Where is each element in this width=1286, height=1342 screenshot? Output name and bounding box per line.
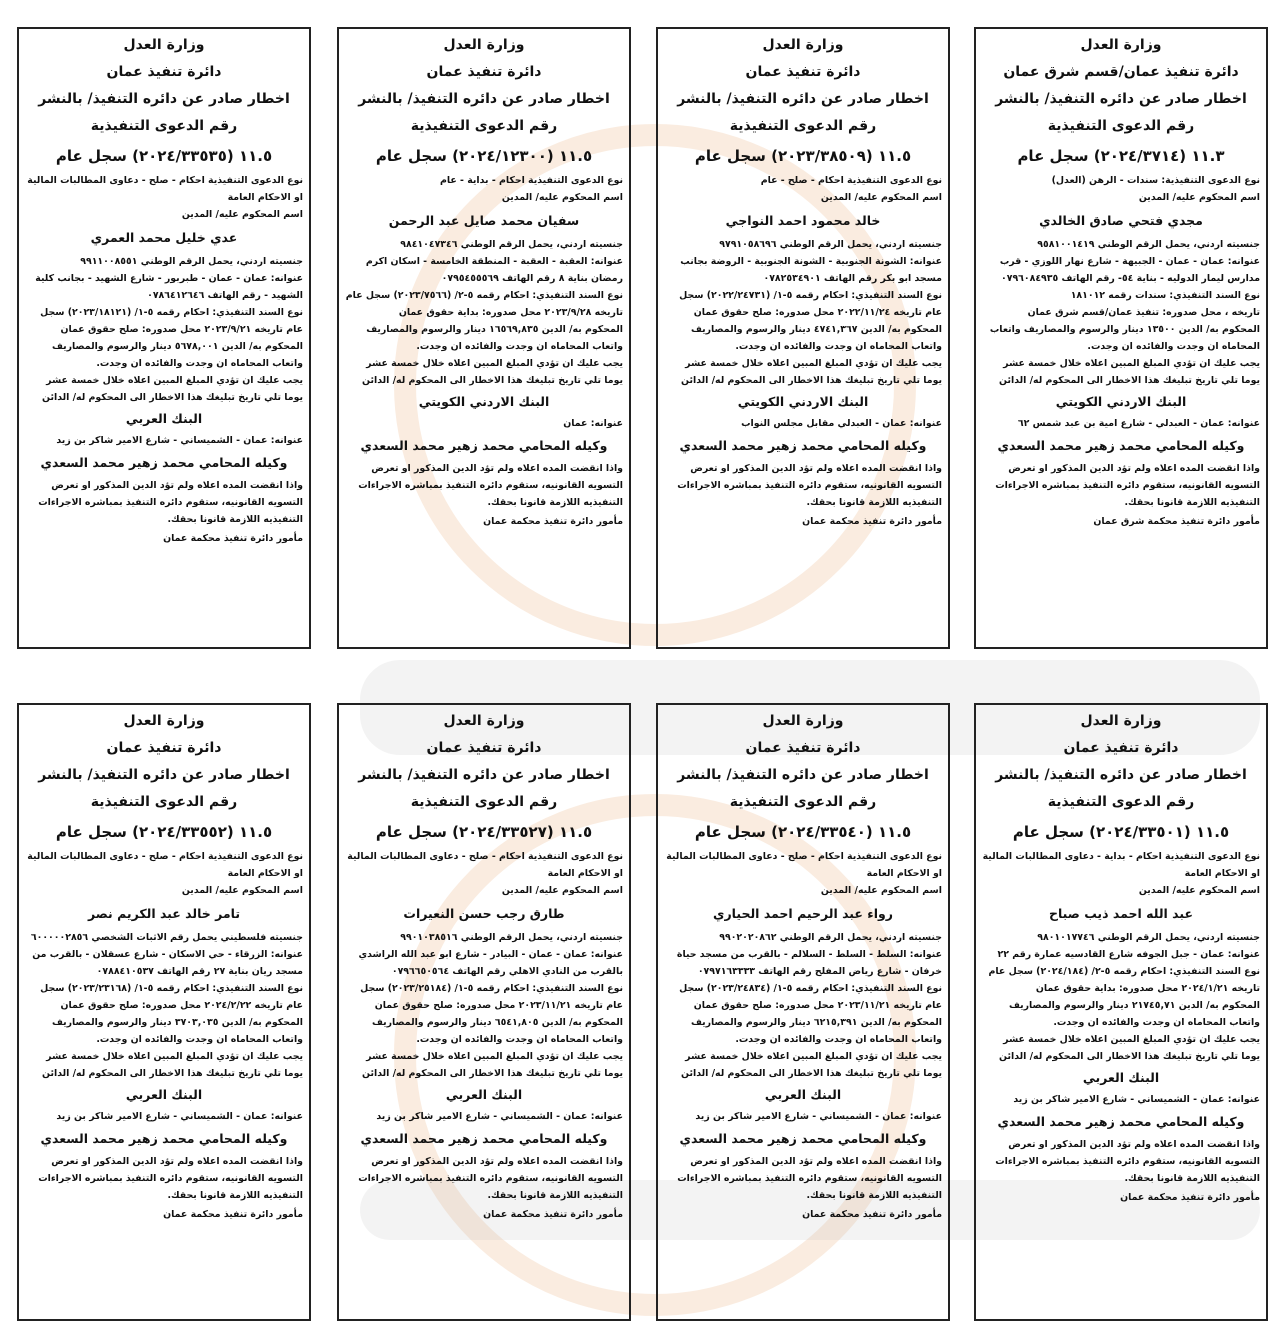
detail-line: عنوانه: عمان - عمان - الجبيهة - شارع نهار اللوزي - قرب مدارس ليمار الدوليه - بناية ٥٤- رقم الهاتف ٠٧٩٦٠٨٤٩٣٥ — [999, 256, 1260, 284]
detail-line: يجب عليك ان تؤدي المبلغ المبين اعلاه خلال خمسة عشر يوما تلي تاريخ تبليغك هذا الاخطار الى المحكوم له/ الدائن — [999, 1034, 1260, 1062]
department-heading: دائرة تنفيذ عمان — [745, 64, 861, 80]
officer-signature: مأمور دائرة تنفيذ محكمة عمان — [802, 1209, 942, 1220]
lawyer-name: وكيله المحامي محمد زهير محمد السعدي — [40, 455, 288, 470]
officer-signature: مأمور دائرة تنفيذ محكمة عمان — [802, 516, 942, 527]
case-type-line: نوع الدعوى التنفيذية احكام - صلح - عام — [760, 175, 942, 186]
case-label: رقم الدعوى التنفيذية — [1047, 794, 1195, 810]
closing-text: واذا انقضت المده اعلاه ولم تؤد الدين المذكور او تعرض التسويه القانونيه، ستقوم دائره التنفيذ بمباشره الاجراءات التنفيذيه اللازمة قانونا بحقك. — [38, 480, 303, 525]
case-type-lines — [664, 172, 942, 206]
creditor-name: البنك العربي — [125, 411, 203, 426]
case-type-line: نوع الدعوى التنفيذية احكام - صلح - دعاوى المطالبات المالية او الاحكام العامة — [666, 851, 942, 879]
ministry-heading: وزارة العدل — [1080, 713, 1162, 729]
case-label: رقم الدعوى التنفيذية — [90, 118, 238, 134]
debtor-details — [982, 929, 1260, 1065]
detail-line: المحكوم به/ الدين ١٦٥٦٩,٨٣٥ دينار والرسوم والمصاريف واتعاب المحاماه ان وجدت والفائده ان وجدت. — [366, 324, 623, 352]
case-label: رقم الدعوى التنفيذية — [410, 794, 558, 810]
creditor-address: عنوانه: عمان - العبدلي مقابل مجلس النواب — [741, 418, 942, 429]
notice-title: اخطار صادر عن دائره التنفيذ/ بالنشر — [995, 91, 1247, 107]
case-type-line: نوع الدعوى التنفيذية احكام - بداية - عام — [439, 175, 623, 186]
case-type-line: اسم المحكوم عليه/ المدين — [181, 209, 303, 220]
case-type-line: نوع الدعوى التنفيذية احكام - بداية - دعاوى المطالبات المالية او الاحكام العامة — [982, 851, 1260, 879]
legal-notice — [337, 27, 631, 649]
lawyer-name: وكيله المحامي محمد زهير محمد السعدي — [679, 438, 927, 453]
notice-title: اخطار صادر عن دائره التنفيذ/ بالنشر — [358, 767, 610, 783]
detail-line: نوع السند التنفيذي: احكام رقمه ٥-١/ (٢٠٢٣/١٨١٢١) سجل عام تاريخه ٢٠٢٣/٩/٢١ محل صدوره: صلح حقوق عمان — [40, 307, 303, 335]
detail-line: نوع السند التنفيذي: احكام رقمه ٥-١/ (٢٠٢٣/٢٣١٦٨) سجل عام تاريخه ٢٠٢٤/٢/٢٢ محل صدوره: صلح حقوق عمان — [40, 983, 303, 1011]
case-type-lines — [982, 848, 1260, 899]
department-heading: دائرة تنفيذ عمان/قسم شرق عمان — [1003, 64, 1239, 80]
case-type-line: نوع الدعوى التنفيذية: سندات - الرهن (العدل) — [1051, 175, 1260, 186]
case-type-line: اسم المحكوم عليه/ المدين — [501, 885, 623, 896]
detail-line: جنسيته اردني، يحمل الرقم الوطني ٩٩١١٠٠٨٥٥١ — [80, 256, 303, 267]
notice-title: اخطار صادر عن دائره التنفيذ/ بالنشر — [677, 767, 929, 783]
detail-line: جنسيته فلسطيني يحمل رقم الاثبات الشخصي ٦٠٠٠٠٠٢٨٥٦ — [30, 932, 303, 943]
detail-line: يجب عليك ان تؤدي المبلغ المبين اعلاه خلال خمسة عشر يوما تلي تاريخ تبليغك هذا الاخطار الى المحكوم له/ الدائن — [42, 375, 303, 403]
case-label: رقم الدعوى التنفيذية — [1047, 118, 1195, 134]
detail-line: المحكوم به/ الدين ٣٧٠٣,٠٣٥ دينار والرسوم والمصاريف واتعاب المحاماه ان وجدت والفائده ان وجدت. — [51, 1017, 303, 1045]
creditor-address: عنوانه: عمان - العبدلي - شارع امية بن عبد شمس ٦٢ — [1017, 418, 1260, 429]
notice-title: اخطار صادر عن دائره التنفيذ/ بالنشر — [38, 767, 290, 783]
lawyer-name: وكيله المحامي محمد زهير محمد السعدي — [997, 1114, 1245, 1129]
officer-signature: مأمور دائرة تنفيذ محكمة عمان — [163, 533, 303, 544]
case-type-line: اسم المحكوم عليه/ المدين — [1138, 192, 1260, 203]
case-number: ١١.٥ (٢٠٢٣/٣٨٥٠٩) سجل عام — [694, 147, 912, 165]
detail-line: المحكوم به/ الدين ٤٧٤١,٣٦٧ دينار والرسوم والمصاريف واتعاب المحاماه ان وجدت والفائده ان وجدت. — [690, 324, 942, 352]
closing-text: واذا انقضت المده اعلاه ولم تؤد الدين المذكور او تعرض التسويه القانونيه، ستقوم دائره التنفيذ بمباشره الاجراءات التنفيذيه اللازمة قانونا بحقك. — [995, 463, 1260, 508]
case-type-line: اسم المحكوم عليه/ المدين — [1138, 885, 1260, 896]
creditor-name: البنك الاردني الكويتي — [418, 394, 550, 409]
creditor-name: البنك العربي — [125, 1087, 203, 1102]
ministry-heading: وزارة العدل — [762, 713, 844, 729]
case-type-lines — [25, 848, 303, 899]
ministry-heading: وزارة العدل — [762, 37, 844, 53]
case-type-line: نوع الدعوى التنفيذية احكام - صلح - دعاوى المطالبات المالية او الاحكام العامة — [27, 175, 303, 203]
creditor-name: البنك الاردني الكويتي — [737, 394, 869, 409]
detail-line: يجب عليك ان تؤدي المبلغ المبين اعلاه خلال خمسة عشر يوما تلي تاريخ تبليغك هذا الاخطار الى المحكوم له/ الدائن — [42, 1051, 303, 1079]
creditor-name: البنك الاردني الكويتي — [1055, 394, 1187, 409]
detail-line: جنسيته اردني، يحمل الرقم الوطني ٩٧٩١٠٥٨٦٩٦ — [719, 239, 942, 250]
detail-line: نوع السند التنفيذي: سندات رقمه ١٨١٠١٢ — [1070, 290, 1260, 301]
detail-line: نوع السند التنفيذي: احكام رقمه ٥-١/ (٢٠٢٣/٢٥١٨٤) سجل عام تاريخه ٢٠٢٣/١١/٢١ محل صدوره: صلح حقوق عمان — [360, 983, 623, 1011]
creditor-name: البنك العربي — [1082, 1070, 1160, 1085]
case-type-lines — [25, 172, 303, 223]
creditor-address: عنوانه: عمان - الشميساني - شارع الامير شاكر بن زيد — [376, 1111, 623, 1122]
closing-text: واذا انقضت المده اعلاه ولم تؤد الدين المذكور او تعرض التسويه القانونيه، ستقوم دائره التنفيذ بمباشره الاجراءات التنفيذيه اللازمة قانونا بحقك. — [38, 1156, 303, 1201]
department-heading: دائرة تنفيذ عمان — [106, 64, 222, 80]
detail-line: جنسيته اردني، يحمل الرقم الوطني ٩٩٠١٠٣٨٥١٦ — [400, 932, 623, 943]
detail-line: عنوانه: عمان - عمان - طبربور - شارع الشهيد - بجانب كلية الشهيد - رقم الهاتف ٠٧٨٦٤١٢٦٤٦ — [35, 273, 303, 301]
case-label: رقم الدعوى التنفيذية — [729, 794, 877, 810]
detail-line: جنسيته اردني، يحمل الرقم الوطني ٩٨٠١٠١٧٧٤٦ — [1037, 932, 1260, 943]
ministry-heading: وزارة العدل — [123, 37, 205, 53]
debtor-details — [982, 236, 1260, 389]
detail-line: يجب عليك ان تؤدي المبلغ المبين اعلاه خلال خمسة عشر يوما تلي تاريخ تبليغك هذا الاخطار الى المحكوم له/ الدائن — [999, 358, 1260, 386]
detail-line: جنسيته اردني، يحمل الرقم الوطني ٩٩٠٢٠٢٠٨٦٢ — [719, 932, 942, 943]
creditor-address: عنوانه: عمان - الشميساني - شارع الامير شاكر بن زيد — [695, 1111, 942, 1122]
debtor-name: عدي خليل محمد العمري — [90, 230, 238, 245]
detail-line: جنسيته اردني، يحمل الرقم الوطني ٩٥٨١٠٠١٤١٩ — [1037, 239, 1260, 250]
detail-line: عنوانه: عمان - عمان - البيادر - شارع ابو عبد الله الراشدي بالقرب من النادي الاهلي رقم الهاتف ٠٧٩٦٦٥٠٥٦٤ — [358, 949, 623, 977]
closing-text: واذا انقضت المده اعلاه ولم تؤد الدين المذكور او تعرض التسويه القانونيه، ستقوم دائره التنفيذ بمباشره الاجراءات التنفيذيه اللازمة قانونا بحقك. — [995, 1139, 1260, 1184]
legal-notice — [656, 27, 950, 649]
detail-line: عنوانه: الزرقاء - حي الاسكان - شارع عسقلان - بالقرب من مسجد ريان بناية ٢٧ رقم الهاتف ٠٧٨٨٤١٠٥٣٧ — [32, 949, 303, 977]
debtor-details — [664, 236, 942, 389]
officer-signature: مأمور دائرة تنفيذ محكمة شرق عمان — [1093, 516, 1260, 527]
debtor-name: مجدي فتحي صادق الخالدي — [1039, 213, 1203, 228]
detail-line: جنسيته اردني، يحمل الرقم الوطني ٩٨٤١٠٤٧٣٤٦ — [400, 239, 623, 250]
case-type-line: اسم المحكوم عليه/ المدين — [820, 885, 942, 896]
detail-line: نوع السند التنفيذي: احكام رقمه ٥-١/ (٢٠٢٣/٢٤٨٣٤) سجل عام تاريخه ٢٠٢٣/١١/٢١ محل صدوره: صلح حقوق عمان — [679, 983, 942, 1011]
case-type-line: نوع الدعوى التنفيذية احكام - صلح - دعاوى المطالبات المالية او الاحكام العامة — [27, 851, 303, 879]
legal-notice — [17, 703, 311, 1321]
case-number: ١١.٥ (٢٠٢٤/٣٣٥٥٢) سجل عام — [55, 823, 273, 841]
department-heading: دائرة تنفيذ عمان — [426, 64, 542, 80]
closing-text: واذا انقضت المده اعلاه ولم تؤد الدين المذكور او تعرض التسويه القانونيه، ستقوم دائره التنفيذ بمباشره الاجراءات التنفيذيه اللازمة قانونا بحقك. — [677, 1156, 942, 1201]
debtor-name: عبد الله احمد ذيب صباح — [1048, 906, 1194, 921]
officer-signature: مأمور دائرة تنفيذ محكمة عمان — [483, 516, 623, 527]
lawyer-name: وكيله المحامي محمد زهير محمد السعدي — [40, 1131, 288, 1146]
detail-line: المحكوم به/ الدين ١٣٥٠٠ دينار والرسوم والمصاريف واتعاب المحاماه ان وجدت والفائده ان وجدت. — [989, 324, 1260, 352]
case-type-line: اسم المحكوم عليه/ المدين — [181, 885, 303, 896]
case-type-lines — [345, 172, 623, 206]
creditor-name: البنك العربي — [764, 1087, 842, 1102]
creditor-address: عنوانه: عمان - الشميساني - شارع الامير شاكر بن زيد — [56, 435, 303, 446]
case-number: ١١.٣ (٢٠٢٤/٣٧١٤) سجل عام — [1017, 147, 1225, 165]
closing-text: واذا انقضت المده اعلاه ولم تؤد الدين المذكور او تعرض التسويه القانونيه، ستقوم دائره التنفيذ بمباشره الاجراءات التنفيذيه اللازمة قانونا بحقك. — [358, 1156, 623, 1201]
case-type-lines — [664, 848, 942, 899]
debtor-name: سفيان محمد صايل عبد الرحمن — [388, 213, 580, 228]
notice-title: اخطار صادر عن دائره التنفيذ/ بالنشر — [38, 91, 290, 107]
officer-signature: مأمور دائرة تنفيذ محكمة عمان — [1120, 1192, 1260, 1203]
notice-title: اخطار صادر عن دائره التنفيذ/ بالنشر — [677, 91, 929, 107]
debtor-details — [345, 929, 623, 1082]
detail-line: نوع السند التنفيذي: احكام رقمه ٥-٢/ (٢٠٢٣/٧٥٦٦) سجل عام تاريخه ٢٠٢٣/٩/٢٨ محل صدوره: بداية حقوق عمان — [345, 290, 623, 318]
case-type-lines — [982, 172, 1260, 206]
detail-line: عنوانه: السلط - السلط - السلالم - بالقرب من مسجد حياة خرفان - شارع رياض المفلح رقم الهاتف ٠٧٩٧١٦٣٣٣٣ — [676, 949, 942, 977]
detail-line: عنوانه: عمان - جبل الجوفه شارع القادسيه عمارة رقم ٢٢ — [997, 949, 1260, 960]
lawyer-name: وكيله المحامي محمد زهير محمد السعدي — [360, 1131, 608, 1146]
ministry-heading: وزارة العدل — [1080, 37, 1162, 53]
detail-line: المحكوم به/ الدين ٦٢١٥,٣٩١ دينار والرسوم والمصاريف واتعاب المحاماه ان وجدت والفائده ان وجدت. — [690, 1017, 942, 1045]
detail-line: نوع السند التنفيذي: احكام رقمه ٥-١/ (٢٠٢٢/٢٤٧٣١) سجل عام تاريخه ٢٠٢٢/١١/٢٤ محل صدوره: صلح حقوق عمان — [679, 290, 942, 318]
officer-signature: مأمور دائرة تنفيذ محكمة عمان — [483, 1209, 623, 1220]
detail-line: المحكوم به/ الدين ٦٥٤١,٨٠٥ دينار والرسوم والمصاريف واتعاب المحاماه ان وجدت والفائده ان وجدت. — [371, 1017, 623, 1045]
department-heading: دائرة تنفيذ عمان — [745, 740, 861, 756]
detail-line: يجب عليك ان تؤدي المبلغ المبين اعلاه خلال خمسة عشر يوما تلي تاريخ تبليغك هذا الاخطار الى المحكوم له/ الدائن — [681, 1051, 942, 1079]
debtor-details — [25, 253, 303, 406]
detail-line: المحكوم به/ الدين ٢١٧٤٥,٧١ دينار والرسوم والمصاريف واتعاب المحاماه ان وجدت والفائده ان وجدت. — [1008, 1000, 1260, 1028]
debtor-name: رواء عبد الرحيم احمد الحياري — [713, 906, 893, 921]
legal-notice — [656, 703, 950, 1321]
notice-title: اخطار صادر عن دائره التنفيذ/ بالنشر — [995, 767, 1247, 783]
case-number: ١١.٥ (٢٠٢٤/٣٣٥٠١) سجل عام — [1012, 823, 1230, 841]
detail-line: نوع السند التنفيذي: احكام رقمه ٥-٢/ (٢٠٢٤/١٨٤) سجل عام تاريخه ٢٠٢٤/١/٢١ محل صدوره: بداية حقوق عمان — [988, 966, 1260, 994]
creditor-name: البنك العربي — [445, 1087, 523, 1102]
detail-line: تاريخه ، محل صدوره: تنفيذ عمان/قسم شرق عمان — [1027, 307, 1260, 318]
debtor-name: خالد محمود احمد النواجي — [725, 213, 881, 228]
case-label: رقم الدعوى التنفيذية — [729, 118, 877, 134]
ministry-heading: وزارة العدل — [443, 37, 525, 53]
case-number: ١١.٥ (٢٠٢٤/١٢٣٠٠) سجل عام — [375, 147, 593, 165]
detail-line: يجب عليك ان تؤدي المبلغ المبين اعلاه خلال خمسة عشر يوما تلي تاريخ تبليغك هذا الاخطار الى المحكوم له/ الدائن — [362, 1051, 623, 1079]
lawyer-name: وكيله المحامي محمد زهير محمد السعدي — [360, 438, 608, 453]
detail-line: يجب عليك ان تؤدي المبلغ المبين اعلاه خلال خمسة عشر يوما تلي تاريخ تبليغك هذا الاخطار الى المحكوم له/ الدائن — [681, 358, 942, 386]
officer-signature: مأمور دائرة تنفيذ محكمة عمان — [163, 1209, 303, 1220]
case-type-line: نوع الدعوى التنفيذية احكام - صلح - دعاوى المطالبات المالية او الاحكام العامة — [347, 851, 623, 879]
lawyer-name: وكيله المحامي محمد زهير محمد السعدي — [679, 1131, 927, 1146]
creditor-address: عنوانه: عمان - الشميساني - شارع الامير شاكر بن زيد — [1013, 1094, 1260, 1105]
detail-line: يجب عليك ان تؤدي المبلغ المبين اعلاه خلال خمسة عشر يوما تلي تاريخ تبليغك هذا الاخطار الى المحكوم له/ الدائن — [362, 358, 623, 386]
case-label: رقم الدعوى التنفيذية — [90, 794, 238, 810]
department-heading: دائرة تنفيذ عمان — [1063, 740, 1179, 756]
debtor-name: تامر خالد عبد الكريم نصر — [87, 906, 241, 921]
closing-text: واذا انقضت المده اعلاه ولم تؤد الدين المذكور او تعرض التسويه القانونيه، ستقوم دائره التنفيذ بمباشره الاجراءات التنفيذيه اللازمة قانونا بحقك. — [358, 463, 623, 508]
ministry-heading: وزارة العدل — [123, 713, 205, 729]
case-type-line: اسم المحكوم عليه/ المدين — [501, 192, 623, 203]
department-heading: دائرة تنفيذ عمان — [426, 740, 542, 756]
creditor-address: عنوانه: عمان — [563, 418, 623, 429]
legal-notice — [337, 703, 631, 1321]
ministry-heading: وزارة العدل — [443, 713, 525, 729]
debtor-details — [664, 929, 942, 1082]
legal-notice — [17, 27, 311, 649]
case-number: ١١.٥ (٢٠٢٤/٣٣٥٢٧) سجل عام — [375, 823, 593, 841]
lawyer-name: وكيله المحامي محمد زهير محمد السعدي — [997, 438, 1245, 453]
detail-line: عنوانه: الشونة الجنوبية - الشونة الجنوبية - الروضة بجانب مسجد ابو بكر رقم الهاتف ٠٧٨٢٥٣٤٩٠١ — [680, 256, 942, 284]
notice-title: اخطار صادر عن دائره التنفيذ/ بالنشر — [358, 91, 610, 107]
case-type-lines — [345, 848, 623, 899]
creditor-address: عنوانه: عمان - الشميساني - شارع الامير شاكر بن زيد — [56, 1111, 303, 1122]
case-number: ١١.٥ (٢٠٢٤/٣٣٥٤٠) سجل عام — [694, 823, 912, 841]
debtor-name: طارق رجب حسن النعيرات — [403, 906, 565, 921]
case-number: ١١.٥ (٢٠٢٤/٣٣٥٣٥) سجل عام — [55, 147, 273, 165]
detail-line: المحكوم به/ الدين ٥٦٧٨,٠٠١ دينار والرسوم والمصاريف واتعاب المحاماه ان وجدت والفائده ان وجدت. — [51, 341, 303, 369]
debtor-details — [25, 929, 303, 1082]
case-type-line: اسم المحكوم عليه/ المدين — [820, 192, 942, 203]
closing-text: واذا انقضت المده اعلاه ولم تؤد الدين المذكور او تعرض التسويه القانونيه، ستقوم دائره التنفيذ بمباشره الاجراءات التنفيذيه اللازمة قانونا بحقك. — [677, 463, 942, 508]
case-label: رقم الدعوى التنفيذية — [410, 118, 558, 134]
legal-notice — [974, 703, 1268, 1321]
legal-notice — [974, 27, 1268, 649]
department-heading: دائرة تنفيذ عمان — [106, 740, 222, 756]
detail-line: عنوانه: العقبة - العقبة - المنطقة الخامسة - اسكان اكرم رمضان بناية ٨ رقم الهاتف ٠٧٩٥٤٥٥٥٦٩ — [365, 256, 623, 284]
debtor-details — [345, 236, 623, 389]
